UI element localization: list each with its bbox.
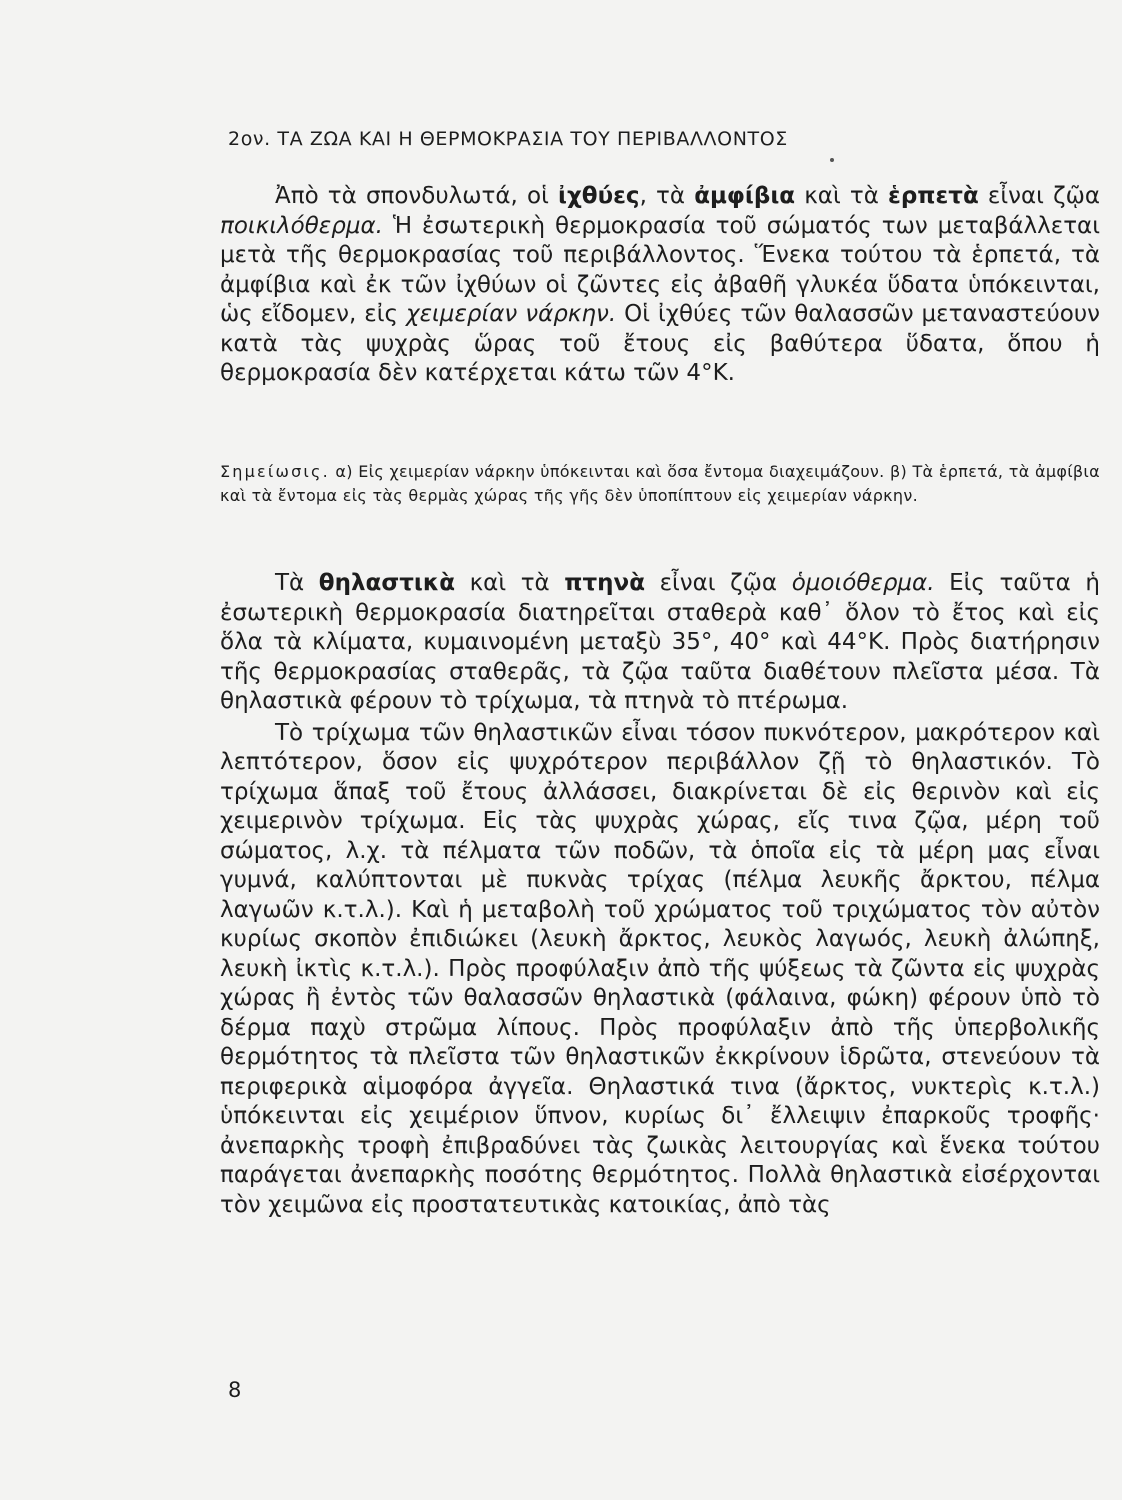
term-mammals: θηλαστικὰ bbox=[318, 570, 456, 596]
term-hibernation: χειμερίαν νάρκην. bbox=[405, 301, 617, 327]
term-amphibians: ἀμφίβια bbox=[694, 183, 796, 209]
term-poikilothermic: ποικιλόθερμα. bbox=[220, 212, 383, 239]
term-fish: ἰχθύες bbox=[558, 183, 640, 209]
term-birds: πτηνὰ bbox=[564, 570, 645, 596]
term-reptiles: ἑρπετὰ bbox=[888, 183, 979, 209]
paragraph-fur: Τὸ τρίχωμα τῶν θηλαστικῶν εἶναι τόσον πυκνότερον, μακρότερον καὶ λεπτότερον, ὅσον εἰς ψυχρότερον περιβάλλον ζῇ τὸ θηλαστικόν. Τὸ τρίχωμα ἅπαξ τοῦ ἔτους ἀλλάσσει, διακρίνεται δὲ εἰς θερινὸν καὶ εἰς χειμερινὸν τρίχωμα. Εἰς τὰς ψυχρὰς χώρας, εἴς τινα ζῷα, μέρη τοῦ σώματος, λ.χ. τὰ πέλματα τῶν ποδῶν, τὰ ὁποῖα εἰς τὰ μέρη μας εἶναι γυμνά, καλύπτονται μὲ πυκνὰς τρίχας (πέλμα λευκῆς ἄρκτου, πέλμα λαγωῶν κ.τ.λ.). Καὶ ἡ μεταβολὴ τοῦ χρώματος τοῦ τριχώματος τὸν αὐτὸν κυρίως σκοπὸν ἐπιδιώκει (λευκὴ ἄρκτος, λευκὸς λαγωός, λευκὴ ἀλώπηξ, λευκὴ ἰκτὶς κ.τ.λ.). Πρὸς προφύλαξιν ἀπὸ τῆς ψύξεως τὰ ζῶντα εἰς ψυχρὰς χώρας ἢ ἐντὸς τῶν θαλασσῶν θηλαστικὰ (φάλαινα, φώκη) φέρουν ὑπὸ τὸ δέρμα παχὺ στρῶμα λίπους. Πρὸς προφύλαξιν ἀπὸ τῆς ὑπερβολικῆς θερμότητος τὰ πλεῖστα τῶν θηλαστικῶν ἐκκρίνουν ἱδρῶτα, στενεύουν τὰ περιφερικὰ αἱμοφόρα ἀγγεῖα. Θηλαστικά τινα (ἄρκτος, νυκτερὶς κ.τ.λ.) ὑπόκεινται εἰς χειμέριον ὕπνον, κυρίως δι᾽ ἔλλειψιν ἐπαρκοῦς τροφῆς· ἀνεπαρκὴς τροφὴ ἐπιβραδύνει τὰς ζωικὰς λειτουργίας καὶ ἕνεκα τούτου παράγεται ἀνεπαρκὴς ποσότης θερμότητος. Πολλὰ θηλαστικὰ εἰσέρχονται τὸν χειμῶνα εἰς προστατευτικὰς κατοικίας, ἀπὸ τὰς bbox=[220, 719, 1100, 1218]
paragraph-poikilothermic: Ἀπὸ τὰ σπονδυλωτά, οἱ ἰχθύες, τὰ ἀμφίβια καὶ τὰ ἑρπετὰ εἶναι ζῷα ποικιλόθερμα. Ἡ ἐσωτερικὴ θερμοκρασία τοῦ σώματός των μεταβάλλεται μετὰ τῆς θερμοκρασίας τοῦ περιβάλλοντος. Ἕνεκα τούτου τὰ ἑρπετά, τὰ ἀμφίβια καὶ ἐκ τῶν ἰχθύων οἱ ζῶντες εἰς ἀβαθῆ γλυκέα ὕδατα ὑπόκεινται, ὡς εἴδομεν, εἰς χειμερίαν νάρκην. Οἱ ἰχθύες τῶν θαλασσῶν μεταναστεύουν κατὰ τὰς ψυχρὰς ὥρας τοῦ ἔτους εἰς βαθύτερα ὕδατα, ὅπου ἡ θερμοκρασία δὲν κατέρχεται κάτω τῶν 4°Κ. bbox=[220, 183, 1100, 386]
page-number: 8 bbox=[228, 1378, 242, 1402]
note-label: Σημείωσις. bbox=[220, 462, 330, 481]
term-homeothermic: ὁμοιόθερμα. bbox=[791, 570, 935, 596]
running-title: 2ον. ΤΑ ΖΩΑ ΚΑΙ Η ΘΕΡΜΟΚΡΑΣΙΑ ΤΟΥ ΠΕΡΙΒΑΛΛΟΝΤΟΣ bbox=[228, 128, 788, 150]
note-text: α) Εἰς χειμερίαν νάρκην ὑπόκεινται καὶ ὅσα ἔντομα διαχειμάζουν. β) Τὰ ἑρπετά, τὰ ἀμφίβια καὶ τὰ ἔντομα εἰς τὰς θερμὰς χώρας τῆς γῆς δὲν ὑποπίπτουν εἰς χειμερίαν νάρκην. bbox=[220, 462, 1100, 505]
paragraph-homeothermic: Τὰ θηλαστικὰ καὶ τὰ πτηνὰ εἶναι ζῷα ὁμοιόθερμα. Εἰς ταῦτα ἡ ἐσωτερικὴ θερμοκρασία διατηρεῖται σταθερὰ καθ᾽ ὅλον τὸ ἔτος καὶ εἰς ὅλα τὰ κλίματα, κυμαινομένη μεταξὺ 35°, 40° καὶ 44°Κ. Πρὸς διατήρησιν τῆς θερμοκρασίας σταθερᾶς, τὰ ζῷα ταῦτα διαθέτουν πλεῖστα μέσα. Τὰ θηλαστικὰ φέρουν τὸ τρίχωμα, τὰ πτηνὰ τὸ πτέρωμα. Τὸ τρίχωμα τῶν θηλαστικῶν εἶναι τόσον πυκνότερον, μακρότερον καὶ λεπτότερον, ὅσον εἰς ψυχρότερον περιβάλλον ζῇ τὸ θηλαστικόν. Τὸ τρίχωμα ἅπαξ τοῦ ἔτους ἀλλάσσει, διακρίνεται δὲ εἰς θερινὸν καὶ εἰς χειμερινὸν τρίχωμα. Εἰς τὰς ψυχρὰς χώρας, εἴς τινα ζῷα, μέρη τοῦ σώματος, λ.χ. τὰ πέλματα τῶν ποδῶν, τὰ ὁποῖα εἰς τὰ μέρη μας εἶναι γυμνά, καλύπτονται μὲ πυκνὰς τρίχας (πέλμα λευκῆς ἄρκτου, πέλμα λαγωῶν κ.τ.λ.). Καὶ ἡ μεταβολὴ τοῦ χρώματος τοῦ τριχώματος τὸν αὐτὸν κυρίως σκοπὸν ἐπιδιώκει (λευκὴ ἄρκτος, λευκὸς λαγωός, λευκὴ ἀλώπηξ, λευκὴ ἰκτὶς κ.τ.λ.). Πρὸς προφύλαξιν ἀπὸ τῆς ψύξεως τὰ ζῶντα εἰς ψυχρὰς χώρας ἢ ἐντὸς τῶν θαλασσῶν θηλαστικὰ (φάλαινα, φώκη) φέρουν ὑπὸ τὸ δέρμα παχὺ στρῶμα λίπους. Πρὸς προφύλαξιν ἀπὸ τῆς ὑπερβολικῆς θερμότητος τὰ πλεῖστα τῶν θηλαστικῶν ἐκκρίνουν ἱδρῶτα, στενεύουν τὰ περιφερικὰ αἱμοφόρα ἀγγεῖα. Θηλαστικά τινα (ἄρκτος, νυκτερὶς κ.τ.λ.) ὑπόκεινται εἰς χειμέριον ὕπνον, κυρίως δι᾽ ἔλλειψιν ἐπαρκοῦς τροφῆς· ἀνεπαρκὴς τροφὴ ἐπιβραδύνει τὰς ζωικὰς λειτουργίας καὶ ἕνεκα τούτου παράγεται ἀνεπαρκὴς ποσότης θερμότητος. Πολλὰ θηλαστικὰ εἰσέρχονται τὸν χειμῶνα εἰς προστατευτικὰς κατοικίας, ἀπὸ τὰς bbox=[220, 569, 1100, 1220]
note-block bbox=[220, 460, 1100, 508]
print-speck bbox=[830, 158, 834, 162]
